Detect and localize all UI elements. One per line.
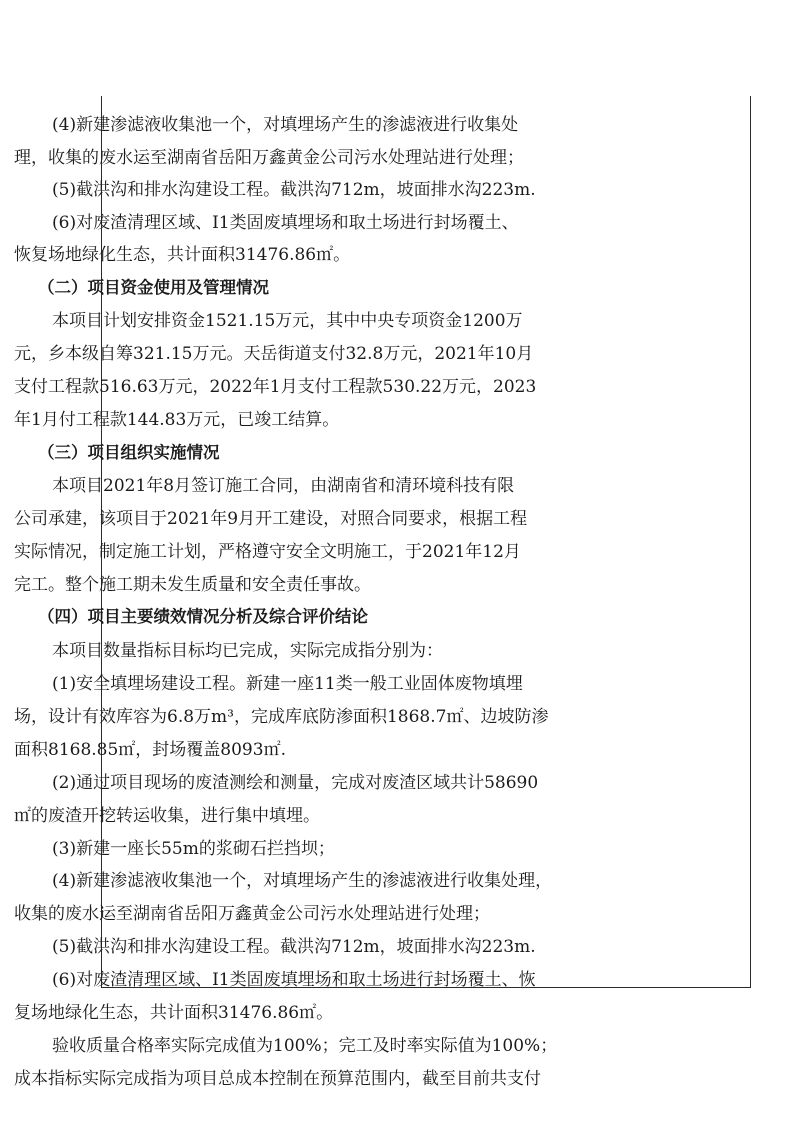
- paragraph-line: 收集的废水运至湖南省岳阳万鑫黄金公司污水处理站进行处理；: [14, 904, 490, 924]
- paragraph-line: (6)对废渣清理区域、I1类固废填埋场和取土场进行封场覆土、恢: [52, 970, 536, 990]
- paragraph-line: (6)对废渣清理区域、I1类固废填埋场和取土场进行封场覆土、: [52, 213, 519, 233]
- paragraph-line: ㎡的废渣开挖转运收集，进行集中填埋。: [14, 806, 320, 826]
- section-heading-4: （四）项目主要绩效情况分析及综合评价结论: [38, 607, 368, 626]
- section-heading-3: （三）项目组织实施情况: [38, 443, 220, 462]
- paragraph-line: (3)新建一座长55m的浆砌石拦挡坝；: [52, 839, 335, 859]
- paragraph-line: 理，收集的废水运至湖南省岳阳万鑫黄金公司污水处理站进行处理；: [14, 148, 524, 168]
- paragraph-line: 实际情况，制定施工计划，严格遵守安全文明施工，于2021年12月: [14, 542, 521, 562]
- paragraph-line: (4)新建渗滤液收集池一个，对填埋场产生的渗滤液进行收集处理，: [52, 871, 553, 891]
- paragraph-line: 本项目计划安排资金1521.15万元，其中中央专项资金1200万: [52, 311, 523, 331]
- paragraph-line: 面积8168.85㎡，封场覆盖8093㎡.: [14, 740, 286, 760]
- paragraph-line: 本项目2021年8月签订施工合同，由湖南省和清环境科技有限: [52, 476, 515, 496]
- paragraph-line: (2)通过项目现场的废渣测绘和测量，完成对废渣区域共计58690: [52, 773, 539, 793]
- paragraph-line: (5)截洪沟和排水沟建设工程。截洪沟712m，坡面排水沟223m.: [52, 937, 536, 957]
- section-heading-2: （二）项目资金使用及管理情况: [38, 278, 269, 297]
- paragraph-line: 验收质量合格率实际完成值为100%；完工及时率实际值为100%；: [52, 1036, 558, 1056]
- paragraph-line: (4)新建渗滤液收集池一个，对填埋场产生的渗滤液进行收集处: [52, 115, 519, 135]
- paragraph-line: 复场地绿化生态，共计面积31476.86㎡。: [14, 1003, 334, 1023]
- paragraph-line: 本项目数量指标目标均已完成，实际完成指分别为：: [52, 641, 443, 661]
- paragraph-line: 成本指标实际完成指为项目总成本控制在预算范围内，截至目前共支付: [14, 1069, 541, 1089]
- paragraph-line: (1)安全填埋场建设工程。新建一座11类一般工业固体废物填埋: [52, 674, 523, 694]
- paragraph-line: 元，乡本级自筹321.15万元。天岳街道支付32.8万元，2021年10月: [14, 344, 534, 364]
- paragraph-line: 公司承建，该项目于2021年9月开工建设，对照合同要求，根据工程: [14, 509, 528, 529]
- paragraph-line: 场，设计有效库容为6.8万m³，完成库底防渗面积1868.7㎡、边坡防渗: [14, 707, 549, 727]
- paragraph-line: 恢复场地绿化生态，共计面积31476.86㎡。: [14, 245, 351, 265]
- paragraph-line: 支付工程款516.63万元，2022年1月支付工程款530.22万元，2023: [14, 377, 537, 397]
- paragraph-line: 年1月付工程款144.83万元，已竣工结算。: [14, 410, 340, 430]
- paragraph-line: 完工。整个施工期未发生质量和安全责任事故。: [14, 575, 371, 595]
- paragraph-line: (5)截洪沟和排水沟建设工程。截洪沟712m，坡面排水沟223m.: [52, 180, 536, 200]
